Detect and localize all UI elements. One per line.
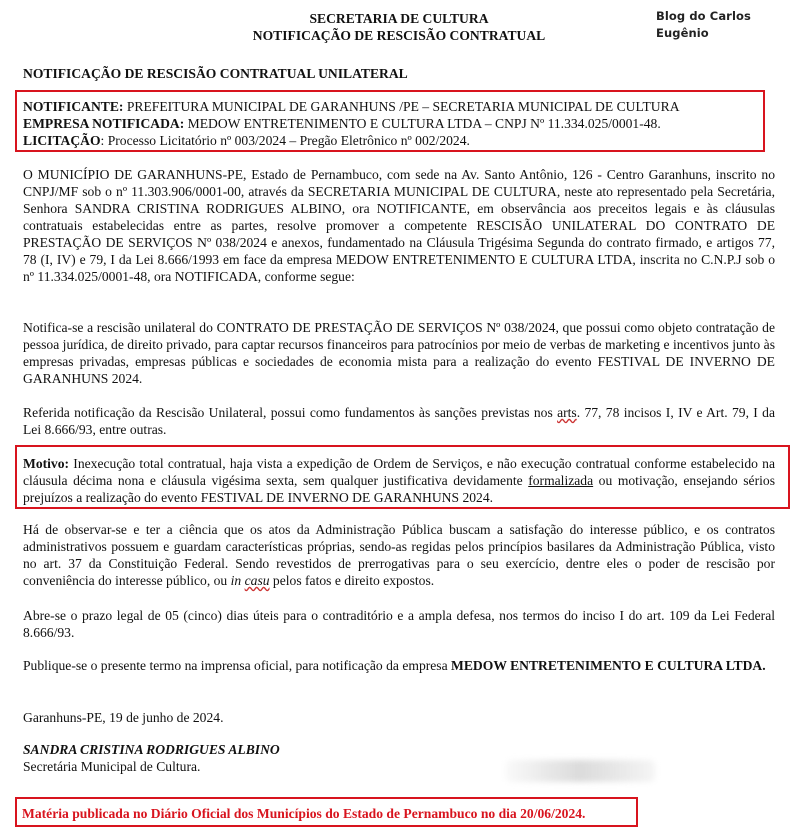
header-notificacao-title: NOTIFICAÇÃO DE RESCISÃO CONTRATUAL <box>252 28 546 43</box>
administracao-text-b: pelos fatos e direito expostos. <box>269 573 435 588</box>
paragraph-motivo-text <box>23 455 775 506</box>
fundamentos-arts: arts <box>557 405 577 420</box>
header-secretaria: SECRETARIA DE CULTURA <box>309 11 489 26</box>
paragraph-administracao <box>23 521 775 589</box>
motivo-formalizada: formalizada <box>528 473 594 488</box>
fundamentos-text-b: . 77, 78 incisos I, IV e Art. 79, I da Lei 8.666/93, entre outras. <box>23 405 775 437</box>
fundamentos-text-a: Referida notificação da Rescisão Unilateral, possui como fundamentos às sanções previstas nos <box>23 405 558 420</box>
notificante-label: NOTIFICANTE: <box>23 99 124 114</box>
paragraph-intro-text: O MUNICÍPIO DE GARANHUNS-PE, Estado de Pernambuco, com sede na Av. Santo Antônio, 126 - Centro Garanhuns, inscrito no CNPJ/MF sob o nº 11.303.906/0001-00, através da SECRETARIA MUNICIPAL DE CULTURA, neste ato representado pela Secretária, Senhora SANDRA CRISTINA RODRIGUES ALBINO, ora NOTIFICANTE, em observância aos preceitos legais e às cláusulas contratuais estabelecidas entre as partes, resolve promover a competente RESCISÃO UNILATERAL DO CONTRATO DE PRESTAÇÃO DE SERVIÇOS Nº 038/2024 e anexos, fundamentado na Cláusula Trigésima Segunda do contrato firmado, e artigos 77, 78 (I, IV) e 79, I da Lei 8.666/1993 em face da empresa MEDOW ENTRETENIMENTO E CULTURA LTDA, inscrita no C.N.P.J sob o nº 11.334.025/0001-48, ora NOTIFICADA, conforme segue: <box>23 167 775 284</box>
paragraph-prazo <box>23 607 775 641</box>
footer-publication-note: Matéria publicada no Diário Oficial dos Municípios do Estado de Pernambuco no dia 20/06/2024. <box>22 806 586 821</box>
notificante-value: PREFEITURA MUNICIPAL DE GARANHUNS /PE – SECRETARIA MUNICIPAL DE CULTURA <box>123 99 680 114</box>
document-subject: NOTIFICAÇÃO DE RESCISÃO CONTRATUAL UNILATERAL <box>23 66 408 81</box>
notificante-line <box>23 98 680 115</box>
licitacao-label: LICITAÇÃO <box>23 133 101 148</box>
publique-text-a: Publique-se o presente termo na imprensa oficial, para notificação da empresa <box>23 658 452 673</box>
empresa-line <box>23 115 661 132</box>
place-date: Garanhuns-PE, 19 de junho de 2024. <box>23 710 224 725</box>
administracao-in: in <box>230 573 242 588</box>
administracao-casu: casu <box>244 573 270 588</box>
paragraph-notifica-text: Notifica-se a rescisão unilateral do CONTRATO DE PRESTAÇÃO DE SERVIÇOS Nº 038/2024, que possui como objeto contratação de pessoa jurídica, de direito privado, para captar recursos financeiros para patrocínios por meio de verbas de marketing e incentivos junto às empresas privadas, empresas públicas e sociedades de economia mista para a realização do evento FESTIVAL DE INVERNO DE GARANHUNS 2024. <box>23 320 775 386</box>
empresa-label: EMPRESA NOTIFICADA: <box>23 116 185 131</box>
paragraph-fundamentos <box>23 404 775 438</box>
paragraph-notifica <box>23 319 775 387</box>
signature-role: Secretária Municipal de Cultura. <box>23 759 201 774</box>
paragraph-publique <box>23 657 775 674</box>
blurred-region <box>505 760 655 782</box>
paragraph-motivo <box>23 455 775 506</box>
publique-empresa: MEDOW ENTRETENIMENTO E CULTURA LTDA. <box>451 658 766 673</box>
paragraph-administracao-text <box>23 521 775 589</box>
licitacao-line <box>23 132 470 149</box>
signature-name: SANDRA CRISTINA RODRIGUES ALBINO <box>23 742 280 757</box>
blog-watermark: Blog do Carlos Eugênio <box>656 9 751 40</box>
paragraph-intro <box>23 166 775 285</box>
empresa-value: MEDOW ENTRETENIMENTO E CULTURA LTDA – CNPJ Nº 11.334.025/0001-48. <box>184 116 661 131</box>
administracao-text-a: Há de observar-se e ter a ciência que os atos da Administração Pública buscam a satisfação do interesse público, e os contratos administrativos possuem e guardam características próprias, sendo-as regidas pelos princípios basilares da Administração Pública, visto no art. 37 da Constituição Federal. Sendo revestidos de prerrogativas para o seu exercício, dentre eles o poder de rescisão por conveniência do interesse público, ou <box>23 522 775 588</box>
motivo-text-b: ou motivação, ensejando sérios prejuízos a realização do evento FESTIVAL DE INVERNO DE GARANHUNS 2024. <box>23 473 775 505</box>
licitacao-value: : Processo Licitatório nº 003/2024 – Pregão Eletrônico nº 002/2024. <box>100 133 470 148</box>
paragraph-publique-text <box>23 657 775 674</box>
paragraph-prazo-text: Abre-se o prazo legal de 05 (cinco) dias úteis para o contraditório e a ampla defesa, nos termos do inciso I do art. 109 da Lei Federal 8.666/93. <box>23 608 775 640</box>
motivo-label: Motivo: <box>23 456 70 471</box>
paragraph-fundamentos-text <box>23 404 775 438</box>
motivo-text-a: Inexecução total contratual, haja vista a expedição de Ordem de Serviços, e não execução contratual conforme estabelecido na cláusula décima nona e cláusula vigésima sexta, sem qualquer justificativa devidamente <box>23 456 775 488</box>
